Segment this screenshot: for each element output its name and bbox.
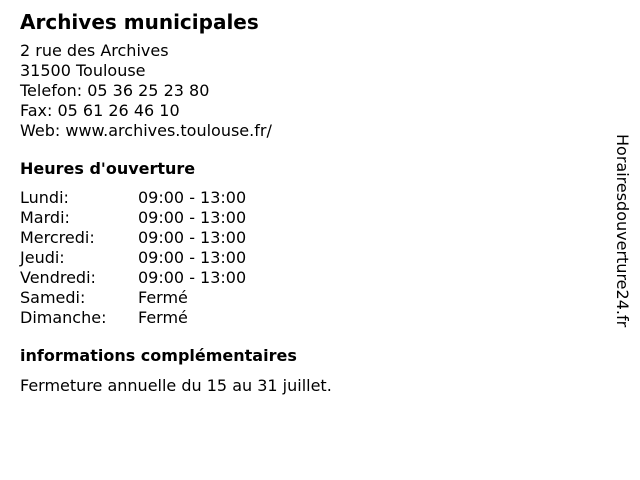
day-label: Lundi: bbox=[20, 188, 69, 207]
time-value: Fermé bbox=[138, 288, 188, 307]
hours-row-thursday bbox=[20, 248, 600, 268]
day-label: Mercredi: bbox=[20, 228, 95, 247]
address-block bbox=[20, 41, 600, 141]
day-label: Samedi: bbox=[20, 288, 86, 307]
place-title: Archives municipales bbox=[20, 10, 259, 34]
web-line: Web: www.archives.toulouse.fr/ bbox=[20, 121, 272, 140]
time-value: 09:00 - 13:00 bbox=[138, 268, 247, 287]
fax-line: Fax: 05 61 26 46 10 bbox=[20, 101, 180, 120]
time-value: 09:00 - 13:00 bbox=[138, 208, 247, 227]
time-value: Fermé bbox=[138, 308, 188, 327]
hours-row-tuesday bbox=[20, 208, 600, 228]
hours-row-saturday bbox=[20, 288, 600, 308]
time-value: 09:00 - 13:00 bbox=[138, 248, 247, 267]
site-watermark: Horairesdouverture24.fr bbox=[613, 134, 632, 328]
info-heading: informations complémentaires bbox=[20, 346, 297, 365]
hours-row-sunday bbox=[20, 308, 600, 328]
day-label: Mardi: bbox=[20, 208, 70, 227]
address-city: 31500 Toulouse bbox=[20, 61, 146, 80]
info-text: Fermeture annuelle du 15 au 31 juillet. bbox=[20, 376, 332, 395]
address-street: 2 rue des Archives bbox=[20, 41, 169, 60]
hours-row-wednesday bbox=[20, 228, 600, 248]
time-value: 09:00 - 13:00 bbox=[138, 188, 247, 207]
phone-line: Telefon: 05 36 25 23 80 bbox=[20, 81, 210, 100]
time-value: 09:00 - 13:00 bbox=[138, 228, 247, 247]
hours-row-monday bbox=[20, 188, 600, 208]
day-label: Jeudi: bbox=[20, 248, 65, 267]
hours-heading: Heures d'ouverture bbox=[20, 159, 196, 178]
day-label: Vendredi: bbox=[20, 268, 96, 287]
hours-row-friday bbox=[20, 268, 600, 288]
place-card bbox=[20, 10, 600, 396]
day-label: Dimanche: bbox=[20, 308, 107, 327]
hours-table bbox=[20, 188, 600, 328]
